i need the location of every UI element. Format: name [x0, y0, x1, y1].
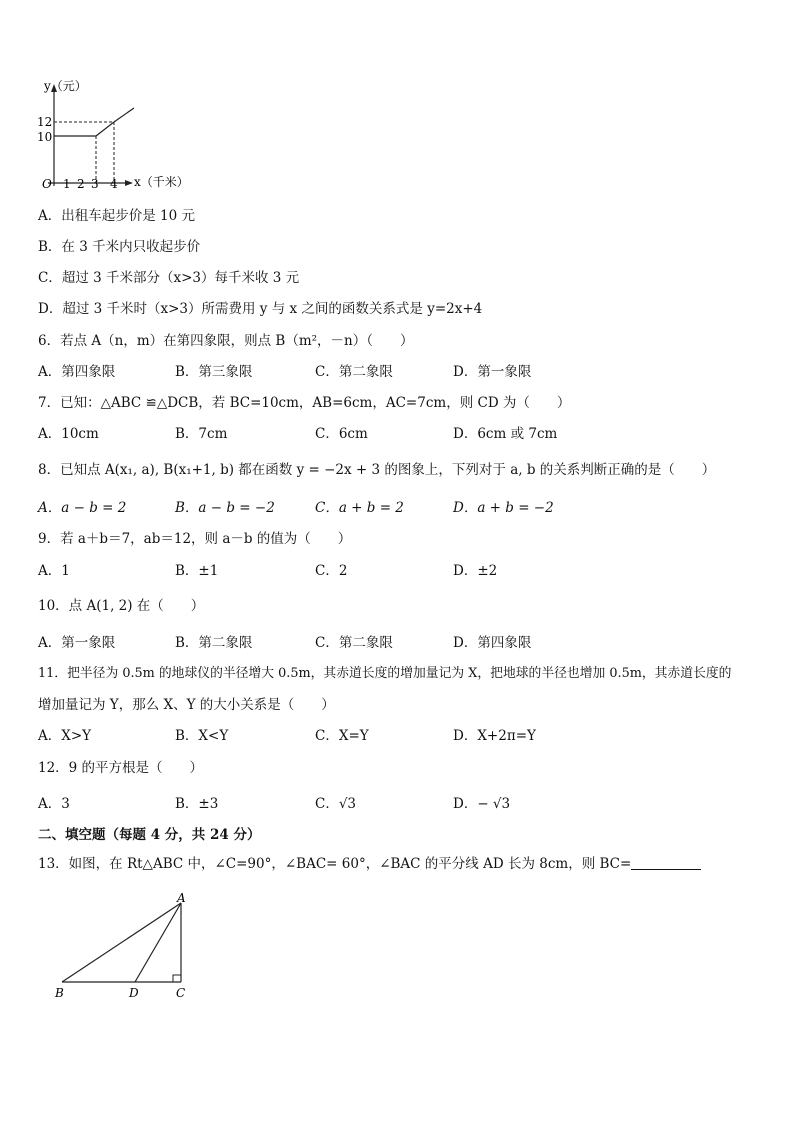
q6-option-b: B．第三象限 — [175, 364, 253, 380]
q5-option-b: B．在 3 千米内只收起步价 — [38, 239, 201, 255]
x-tick-3: 3 — [91, 177, 99, 191]
q6-option-a: A．第四象限 — [38, 364, 116, 380]
q9-option-a: A．1 — [38, 563, 70, 579]
q12-stem: 12．9 的平方根是（ ） — [38, 760, 204, 776]
q6-option-c: C．第二象限 — [315, 364, 393, 380]
y-axis-label: y（元） — [44, 79, 87, 93]
x-axis-label: x（千米） — [134, 175, 189, 189]
answer-blank[interactable] — [631, 855, 701, 870]
q8-option-b: B．a − b = −2 — [175, 500, 275, 516]
q13-stem-text: 13．如图，在 Rt△ABC 中，∠C=90°，∠BAC= 60°，∠BAC 的平分线 AD 长为 8cm，则 BC= — [38, 856, 632, 872]
origin-label: O — [42, 177, 52, 191]
q11-option-d: D．X+2π=Y — [453, 728, 536, 744]
q7-option-c: C．6cm — [315, 426, 368, 442]
q10-option-c: C．第二象限 — [315, 635, 393, 651]
triangle-figure — [50, 892, 200, 1004]
q7-stem: 7．已知：△ABC ≌△DCB，若 BC=10cm，AB=6cm，AC=7cm，则 CD 为（ ） — [38, 395, 571, 411]
q13-stem — [38, 855, 701, 873]
q11-stem-line2: 增加量记为 Y，那么 X、Y 的大小关系是（ ） — [38, 697, 335, 713]
q11-option-a: A．X>Y — [38, 728, 92, 744]
q10-option-b: B．第二象限 — [175, 635, 253, 651]
vertex-b-label: B — [55, 986, 64, 1000]
q7-option-a: A．10cm — [38, 426, 99, 442]
q7-option-d: D．6cm 或 7cm — [453, 426, 558, 442]
q7-option-b: B．7cm — [175, 426, 228, 442]
q9-option-c: C．2 — [315, 563, 348, 579]
q9-option-b: B．±1 — [175, 563, 219, 579]
x-tick-4: 4 — [110, 177, 118, 191]
q12-option-b: B．±3 — [175, 796, 219, 812]
x-tick-2: 2 — [77, 177, 85, 191]
vertex-c-label: C — [176, 986, 186, 1000]
q9-option-d: D．±2 — [453, 563, 498, 579]
y-tick-12: 12 — [37, 115, 53, 129]
q10-option-a: A．第一象限 — [38, 635, 116, 651]
q10-option-d: D．第四象限 — [453, 635, 532, 651]
q5-option-c: C．超过 3 千米部分（x>3）每千米收 3 元 — [38, 270, 300, 286]
q8-option-d: D．a + b = −2 — [453, 500, 554, 516]
y-tick-10: 10 — [37, 130, 53, 144]
q5-option-a: A．出租车起步价是 10 元 — [38, 208, 196, 224]
q5-option-d: D．超过 3 千米时（x>3）所需费用 y 与 x 之间的函数关系式是 y=2x+4 — [38, 301, 483, 317]
q11-option-b: B．X<Y — [175, 728, 229, 744]
vertex-a-label: A — [177, 892, 186, 905]
q8-option-c: C．a + b = 2 — [315, 500, 404, 516]
section-heading: 二、填空题（每题 4 分，共 24 分） — [38, 827, 261, 843]
fare-graph — [30, 78, 200, 196]
q6-stem: 6．若点 A（n，m）在第四象限，则点 B（m²，－n）（ ） — [38, 333, 414, 349]
vertex-d-label: D — [129, 986, 139, 1000]
q10-stem: 10．点 A(1, 2) 在（ ） — [38, 598, 205, 614]
q8-option-a: A．a − b = 2 — [38, 500, 127, 516]
x-tick-1: 1 — [63, 177, 71, 191]
q11-option-c: C．X=Y — [315, 728, 369, 744]
q6-option-d: D．第一象限 — [453, 364, 532, 380]
q12-option-c: C．√3 — [315, 796, 357, 812]
q8-stem: 8．已知点 A(x₁, a), B(x₁+1, b) 都在函数 y = −2x + 3 的图象上，下列对于 a, b 的关系判断正确的是（ ） — [38, 462, 716, 478]
q12-option-a: A．3 — [38, 796, 70, 812]
q12-option-d: D．− √3 — [453, 796, 511, 812]
q11-stem-line1: 11．把半径为 0.5m 的地球仪的半径增大 0.5m，其赤道长度的增加量记为 X，把地球的半径也增加 0.5m，其赤道长度的 — [38, 666, 732, 681]
q9-stem: 9．若 a＋b＝7，ab＝12，则 a－b 的值为（ ） — [38, 531, 352, 547]
